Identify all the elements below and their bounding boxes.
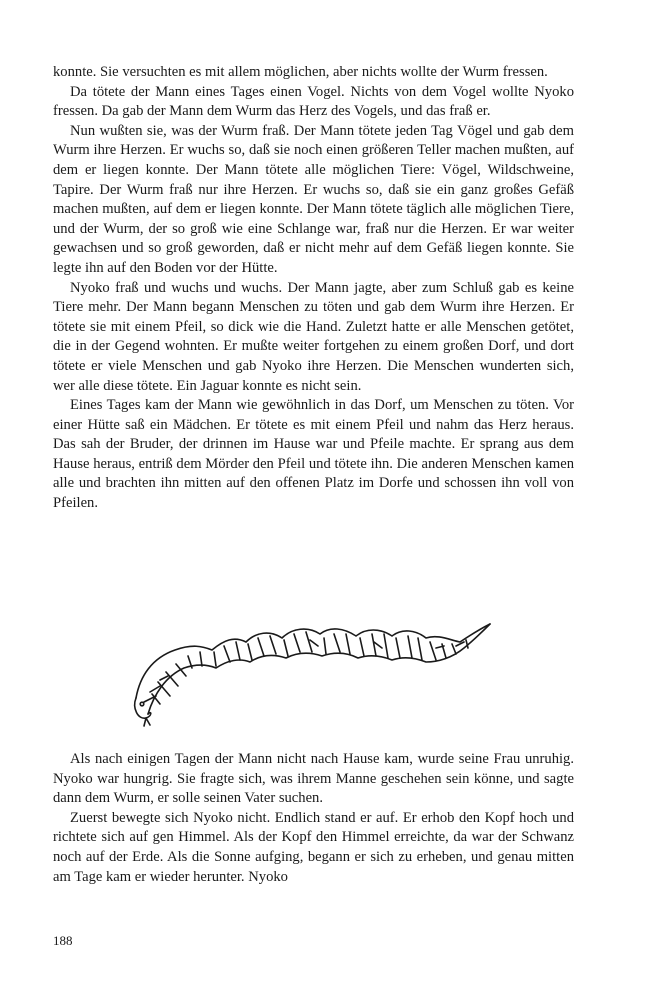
page-number: 188 <box>53 933 73 948</box>
upper-text-block <box>53 63 574 514</box>
paragraph-5: Eines Tages kam der Mann wie gewöhnlich in das Dorf, um Menschen zu töten. Vor einer Hütte saß ein Mädchen. Er tötete es mit einem Pfeil und nahm das Herz heraus. Das sah der Bruder, der drinnen im Hause war und Pfeile machte. Er sprang aus dem Hause heraus, entriß dem Mörder den Pfeil und tötete ihn. Die anderen Menschen kamen alle und brachten ihn mitten auf den offenen Platz im Dorfe und schossen ihn voll von Pfeilen. <box>53 397 574 512</box>
snake-eye <box>140 702 144 706</box>
paragraph-4: Nyoko fraß und wuchs und wuchs. Der Mann jagte, aber zum Schluß gab es keine Tiere mehr. Der Mann begann Menschen zu töten und gab dem Wurm ihre Herzen. Er tötete sie mit einem Pfeil, so dick wie die Hand. Zuletzt hatte er alle Menschen getötet, die in der Gegend wohnten. Er mußte weiter fortgehen zu einem großen Dorf, und dort tötete er viele Menschen und gab Nyoko ihre Herzen. Die Menschen wunderten sich, wer alle diese tötete. Ein Jaguar konnte es nicht sein. <box>53 279 574 394</box>
snake-head <box>135 698 151 718</box>
snake-markings <box>152 632 468 704</box>
lower-text-block <box>53 750 574 887</box>
paragraph-6: Als nach einigen Tagen der Mann nicht nach Hause kam, wurde seine Frau unruhig. Nyoko war hungrig. Sie fragte sich, was ihrem Manne geschehen sein könne, und sagte dann dem Wurm, er solle seinen Vater suchen. <box>53 751 574 807</box>
paragraph-7: Zuerst bewegte sich Nyoko nicht. Endlich stand er auf. Er erhob den Kopf hoch und richtete sich auf gen Himmel. Als der Kopf den Himmel erreichte, da war der Schwanz noch auf der Erde. Als die Sonne aufging, begann er sich zu erheben, und genau mitten am Tage kam er wieder herunter. Nyoko <box>53 809 574 885</box>
snake-tongue <box>144 718 150 726</box>
paragraph-1: konnte. Sie versuchten es mit allem möglichen, aber nichts wollte der Wurm fressen. <box>53 64 548 80</box>
snake-illustration <box>130 616 495 728</box>
paragraph-2: Da tötete der Mann eines Tages einen Vogel. Nichts von dem Vogel wollte Nyoko fressen. Da gab der Mann dem Wurm das Herz des Vogels, und das fraß er. <box>53 83 574 120</box>
paragraph-3: Nun wußten sie, was der Wurm fraß. Der Mann tötete jeden Tag Vögel und gab dem Wurm ihre Herzen. Er wuchs so, daß sie noch einen größeren Teller machen mußten, auf dem er liegen konnte. Der Mann tötete alle möglichen Tiere: Vögel, Wildschweine, Tapire. Der Wurm fraß nur ihre Herzen. Er wuchs so, daß sie ein ganz großes Gefäß machen mußten, auf dem er liegen konnte. Der Mann tötete täglich alle möglichen Tiere, und der Wurm, der so groß wie eine Schlange war, fraß nur die Herzen. Er war weiter gewachsen und so groß geworden, daß er nicht mehr auf dem Gefäß liegen konnte. Sie legte ihn auf den Boden vor der Hütte. <box>53 122 574 276</box>
snake-markings-diagonal <box>144 640 464 702</box>
